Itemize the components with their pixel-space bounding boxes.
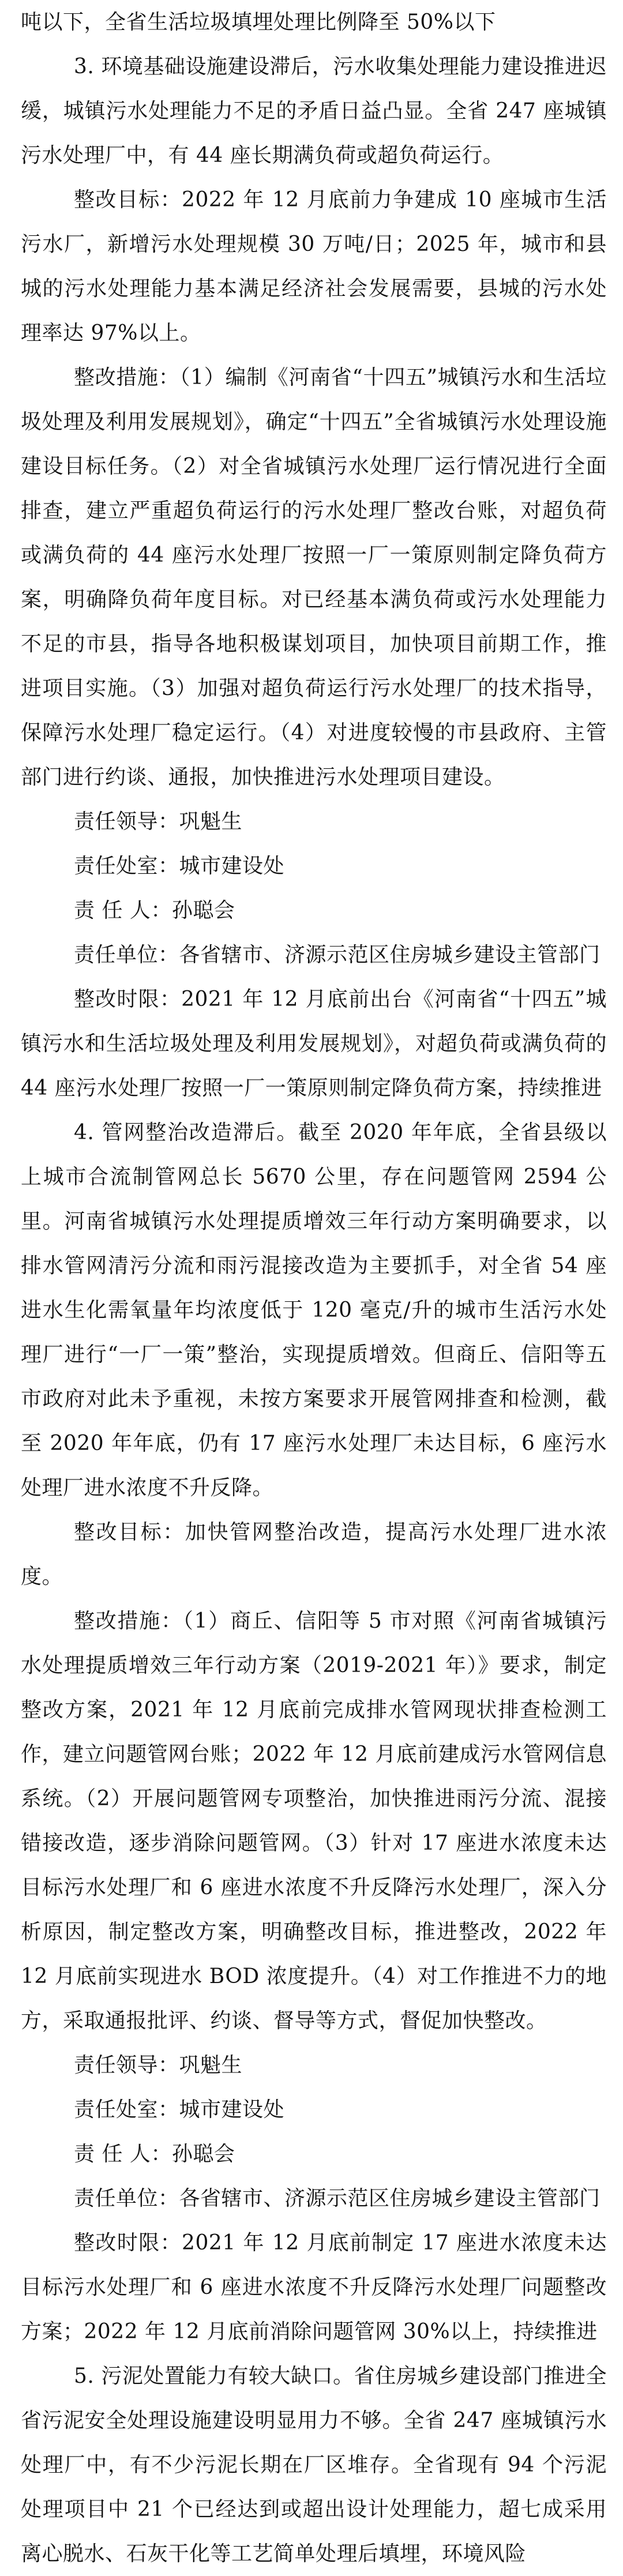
issue-4-leader: 责任领导：巩魁生 — [74, 2053, 243, 2077]
issue-4-deadline: 整改时限：2021 年 12 月底前制定 17 座进水浓度未达目标污水处理厂和 6 座进水浓度不升反降污水处理厂问题整改方案；2022 年 12 月底前消除问题管网 30%以上，持续推进 — [21, 2231, 607, 2344]
issue-3-measures: 整改措施：（1）编制《河南省“十四五”城镇污水和生活垃圾处理及利用发展规划》，确定“十四五”全省城镇污水处理设施建设目标任务。（2）对全省城镇污水处理厂运行情况进行全面排查，建立严重超负荷运行的污水处理厂整改台账，对超负荷或满负荷的 44 座污水处理厂按照一厂一策原则制定降负荷方案，明确降负荷年度目标。对已经基本满负荷或污水处理能力不足的市县，指导各地积极谋划项目，加快项目前期工作，推进项目实施。（3）加强对超负荷运行污水处理厂的技术指导，保障污水处理厂稳定运行。（4）对进度较慢的市县政府、主管部门进行约谈、通报，加快推进污水处理项目建设。 — [21, 366, 607, 789]
issue-3-deadline: 整改时限：2021 年 12 月底前出台《河南省“十四五”城镇污水和生活垃圾处理及利用发展规划》，对超负荷或满负荷的 44 座污水处理厂按照一厂一策原则制定降负荷方案，持续推进 — [21, 987, 607, 1100]
issue-4-paragraph: 4. 管网整治改造滞后。截至 2020 年年底，全省县级以上城市合流制管网总长 5670 公里，存在问题管网 2594 公里。河南省城镇污水处理提质增效三年行动方案明确要求，以排水管网清污分流和雨污混接改造为主要抓手，对全省 54 座进水生化需氧量年均浓度低于 120 毫克/升的城市生活污水处理厂进行“一厂一策”整治，实现提质增效。但商丘、信阳等五市政府对此未予重视，未按方案要求开展管网排查和检测，截至 2020 年年底，仍有 17 座污水处理厂未达目标，6 座污水处理厂进水浓度不升反降。 — [21, 1121, 607, 1500]
issue-4-unit: 责任单位：各省辖市、济源示范区住房城乡建设主管部门 — [74, 2187, 601, 2210]
issue-3-target: 整改目标：2022 年 12 月底前力争建成 10 座城市生活污水厂，新增污水处理规模 30 万吨/日；2025 年，城市和县城的污水处理能力基本满足经济社会发展需要，县城的污水处理率达 97%以上。 — [21, 188, 607, 345]
issue-5-paragraph: 5. 污泥处置能力有较大缺口。省住房城乡建设部门推进全省污泥安全处理设施建设明显用力不够。全省 247 座城镇污水处理厂中，有不少污泥长期在厂区堆存。全省现有 94 个污泥处理项目中 21 个已经达到或超出设计处理能力，超七成采用离心脱水、石灰干化等工艺简单处理后填埋，环境风险 — [21, 2364, 607, 2566]
issue-4-person: 责 任 人：孙聪会 — [74, 2142, 235, 2166]
issue-3-office: 责任处室：城市建设处 — [74, 854, 285, 878]
issue-3-unit: 责任单位：各省辖市、济源示范区住房城乡建设主管部门 — [74, 943, 601, 967]
issue-4-target: 整改目标：加快管网整治改造，提高污水处理厂进水浓度。 — [21, 1520, 607, 1589]
issue-4-office: 责任处室：城市建设处 — [74, 2098, 285, 2121]
issue-3-paragraph: 3. 环境基础设施建设滞后，污水收集处理能力建设推进迟缓，城镇污水处理能力不足的矛盾日益凸显。全省 247 座城镇污水处理厂中，有 44 座长期满负荷或超负荷运行。 — [21, 55, 607, 167]
issue-4-measures: 整改措施：（1）商丘、信阳等 5 市对照《河南省城镇污水处理提质增效三年行动方案（2019-2021 年）》要求，制定整改方案，2021 年 12 月底前完成排水管网现状排查检测工作，建立问题管网台账；2022 年 12 月底前建成污水管网信息系统。（2）开展问题管网专项整治，加快推进雨污分流、混接错接改造，逐步消除问题管网。（3）针对 17 座进水浓度未达目标污水处理厂和 6 座进水浓度不升反降污水处理厂，深入分析原因，制定整改方案，明确整改目标，推进整改，2022 年 12 月底前实现进水 BOD 浓度提升。（4）对工作推进不力的地方，采取通报批评、约谈、督导等方式，督促加快整改。 — [21, 1609, 607, 2033]
issue-3-leader: 责任领导：巩魁生 — [74, 810, 243, 833]
issue-3-person: 责 任 人：孙聪会 — [74, 899, 235, 922]
paragraph-continuation: 吨以下，全省生活垃圾填埋处理比例降至 50%以下 — [21, 10, 496, 34]
